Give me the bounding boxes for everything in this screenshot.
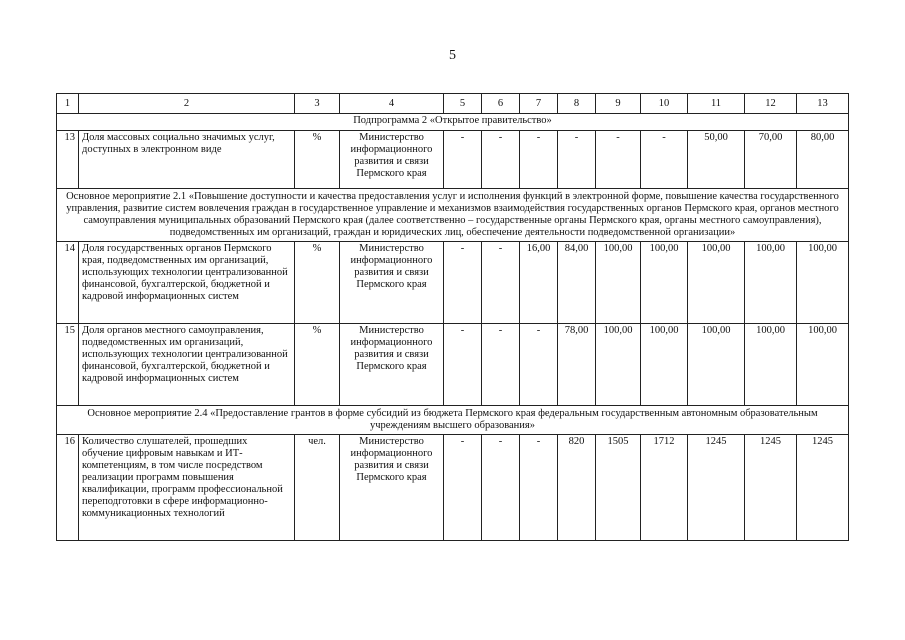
value-cell: - [520,324,558,406]
value-cell: - [641,131,688,189]
responsible-ministry: Министерство информационного развития и связи Пермского края [340,435,444,541]
value-cell: 100,00 [596,324,641,406]
responsible-ministry: Министерство информационного развития и связи Пермского края [340,131,444,189]
value-cell: - [482,324,520,406]
row-number: 13 [57,131,79,189]
unit: чел. [295,435,340,541]
responsible-ministry: Министерство информационного развития и связи Пермского края [340,242,444,324]
indicator-name: Доля органов местного самоуправления, подведомственных им организаций, использующих технологии централизованной финансовой, бухгалтерской, бюджетной и кадровой информационных систем [79,324,295,406]
value-cell: - [520,131,558,189]
row-number: 14 [57,242,79,324]
value-cell: 100,00 [797,242,849,324]
value-cell: 1505 [596,435,641,541]
subprogram-title: Подпрограмма 2 «Открытое правительство» [57,114,849,131]
value-cell: 70,00 [745,131,797,189]
value-cell: - [444,435,482,541]
table-row [57,131,849,189]
column-header: 9 [596,94,641,114]
column-header: 2 [79,94,295,114]
value-cell: - [482,435,520,541]
value-cell: 100,00 [641,324,688,406]
value-cell: 1245 [688,435,745,541]
measure-2-1-title: Основное мероприятие 2.1 «Повышение доступности и качества предоставления услуг и исполнения функций в электронной форме, повышение качества государственного управления, развитие систем вовлечения граждан в государственное управление и механизмов взаимодействия государственных органов Пермского края, органов местного самоуправления муниципальных образований Пермского края (далее соответственно – государственные органы Пермского края, органы местного самоуправления), подведомственных им организаций, граждан и юридических лиц, обеспечение деятельности подведомственной организации» [57,189,849,242]
measure-row [57,189,849,242]
value-cell: - [596,131,641,189]
value-cell: - [444,324,482,406]
value-cell: - [444,242,482,324]
indicator-name: Доля массовых социально значимых услуг, доступных в электронном виде [79,131,295,189]
unit: % [295,242,340,324]
column-header: 5 [444,94,482,114]
measure-2-4-title: Основное мероприятие 2.4 «Предоставление грантов в форме субсидий из бюджета Пермского края федеральным государственным автономным образовательным учреждениям высшего образования» [57,406,849,435]
table-row [57,242,849,324]
subprogram-row [57,114,849,131]
value-cell: 100,00 [688,242,745,324]
value-cell: 820 [558,435,596,541]
row-number: 16 [57,435,79,541]
page-number: 5 [449,48,456,63]
indicators-table [56,93,849,541]
value-cell: 1245 [797,435,849,541]
table-row [57,435,849,541]
table-row [57,324,849,406]
column-header: 12 [745,94,797,114]
measure-row [57,406,849,435]
value-cell: - [520,435,558,541]
value-cell: 84,00 [558,242,596,324]
column-header: 7 [520,94,558,114]
value-cell: - [558,131,596,189]
value-cell: 1245 [745,435,797,541]
value-cell: - [444,131,482,189]
column-header: 11 [688,94,745,114]
responsible-ministry: Министерство информационного развития и связи Пермского края [340,324,444,406]
value-cell: 50,00 [688,131,745,189]
column-header: 6 [482,94,520,114]
value-cell: 16,00 [520,242,558,324]
unit: % [295,324,340,406]
indicator-name: Доля государственных органов Пермского края, подведомственных им организаций, использующих технологии централизованной финансовой, бухгалтерской, бюджетной и кадровой информационных систем [79,242,295,324]
value-cell: 100,00 [641,242,688,324]
column-header: 3 [295,94,340,114]
value-cell: 78,00 [558,324,596,406]
column-header: 8 [558,94,596,114]
value-cell: 100,00 [745,242,797,324]
column-number-row [57,94,849,114]
value-cell: 100,00 [596,242,641,324]
value-cell: - [482,131,520,189]
column-header: 1 [57,94,79,114]
indicator-name: Количество слушателей, прошедших обучение цифровым навыкам и ИТ-компетенциям, в том числе посредством реализации программ повышения квалификации, программ профессиональной переподготовки в сфере информационно-коммуникационных технологий [79,435,295,541]
value-cell: 100,00 [797,324,849,406]
row-number: 15 [57,324,79,406]
column-header: 10 [641,94,688,114]
value-cell: - [482,242,520,324]
column-header: 4 [340,94,444,114]
column-header: 13 [797,94,849,114]
value-cell: 1712 [641,435,688,541]
value-cell: 100,00 [688,324,745,406]
unit: % [295,131,340,189]
value-cell: 100,00 [745,324,797,406]
value-cell: 80,00 [797,131,849,189]
